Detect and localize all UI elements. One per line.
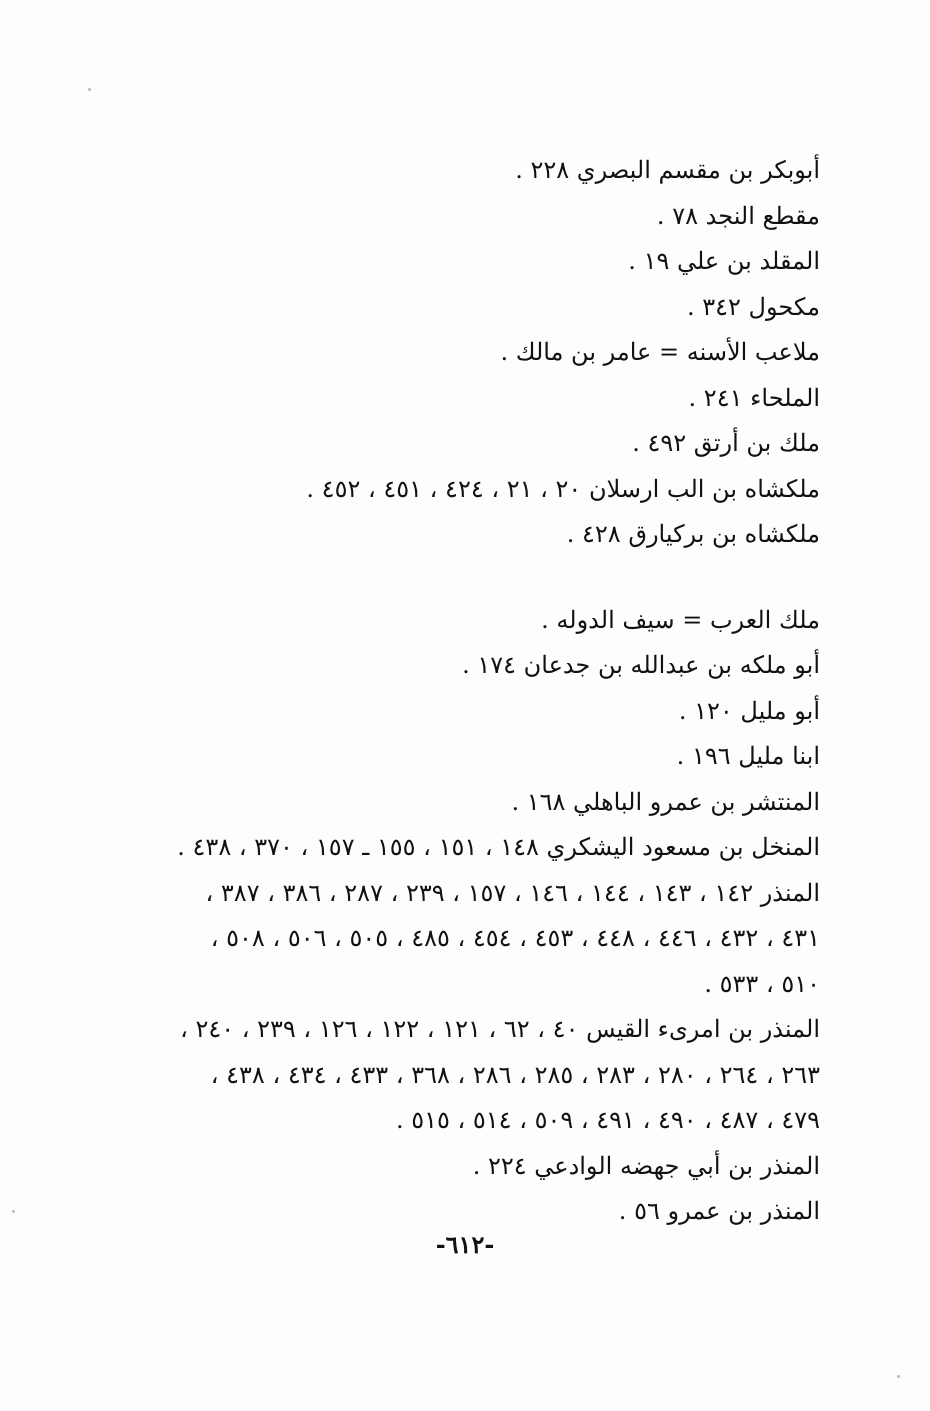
scan-speck: [88, 88, 91, 91]
index-entry: المنذر بن أبي جهضه الوادعي ٢٢٤ .: [472, 1151, 820, 1180]
index-entry: أبوبكر بن مقسم البصري ٢٢٨ .: [515, 156, 820, 184]
index-entry: ملكشاه بن الب ارسلان ٢٠ ، ٢١ ، ٤٢٤ ، ٤٥١ ، ٤٥٢ .: [306, 474, 820, 503]
index-entry: مكحول ٣٤٢ .: [686, 292, 820, 321]
index-entry: مقطع النجد ٧٨ .: [656, 201, 820, 230]
index-entry: أبو مليل ١٢٠ .: [678, 696, 820, 725]
page-number: -٦١٢-: [435, 1230, 495, 1259]
index-entry: الملحاء ٢٤١ .: [688, 383, 820, 412]
index-entry-continuation: ٥١٠ ، ٥٣٣ .: [704, 969, 820, 998]
index-entry: المنذر بن عمرو ٥٦ .: [618, 1197, 820, 1225]
index-entry: المقلد بن علي ١٩ .: [628, 247, 820, 275]
index-entry: ابنا مليل ١٩٦ .: [676, 742, 820, 770]
index-entry-continuation: ٢٦٣ ، ٢٦٤ ، ٢٨٠ ، ٢٨٣ ، ٢٨٥ ، ٢٨٦ ، ٣٦٨ ، ٤٣٣ ، ٤٣٤ ، ٤٣٨ ،: [210, 1060, 820, 1089]
index-column: [120, 148, 820, 1235]
index-entry: ملك العرب = سيف الدوله .: [541, 605, 820, 634]
index-entry-continuation: ٤٣١ ، ٤٣٢ ، ٤٤٦ ، ٤٤٨ ، ٤٥٣ ، ٤٥٤ ، ٤٨٥ ، ٥٠٥ ، ٥٠٦ ، ٥٠٨ ،: [210, 924, 820, 952]
index-entry: ملاعب الأسنه = عامر بن مالك .: [500, 338, 820, 366]
index-entry: المنذر ١٤٢ ، ١٤٣ ، ١٤٤ ، ١٤٦ ، ١٥٧ ، ٢٣٩ ، ٢٨٧ ، ٣٨٦ ، ٣٨٧ ،: [205, 878, 820, 907]
index-entry-continuation: ٤٧٩ ، ٤٨٧ ، ٤٩٠ ، ٤٩١ ، ٥٠٩ ، ٥١٤ ، ٥١٥ .: [395, 1106, 820, 1134]
index-entry: المنتشر بن عمرو الباهلي ١٦٨ .: [511, 787, 820, 816]
scan-speck: [897, 1375, 900, 1378]
index-entry: المنذر بن امرىء القيس ٤٠ ، ٦٢ ، ١٢١ ، ١٢٢ ، ١٢٦ ، ٢٣٩ ، ٢٤٠ ،: [180, 1015, 820, 1043]
section-gap: [120, 558, 820, 598]
index-entry: ملك بن أرتق ٤٩٢ .: [632, 429, 820, 457]
scan-speck: [12, 1210, 15, 1213]
index-entry: ملكشاه بن بركيارق ٤٢٨ .: [566, 520, 820, 548]
index-entry: أبو ملكه بن عبدالله بن جدعان ١٧٤ .: [462, 651, 820, 679]
index-entry: المنخل بن مسعود اليشكري ١٤٨ ، ١٥١ ، ١٥٥ ـ ١٥٧ ، ٣٧٠ ، ٤٣٨ .: [177, 833, 820, 861]
